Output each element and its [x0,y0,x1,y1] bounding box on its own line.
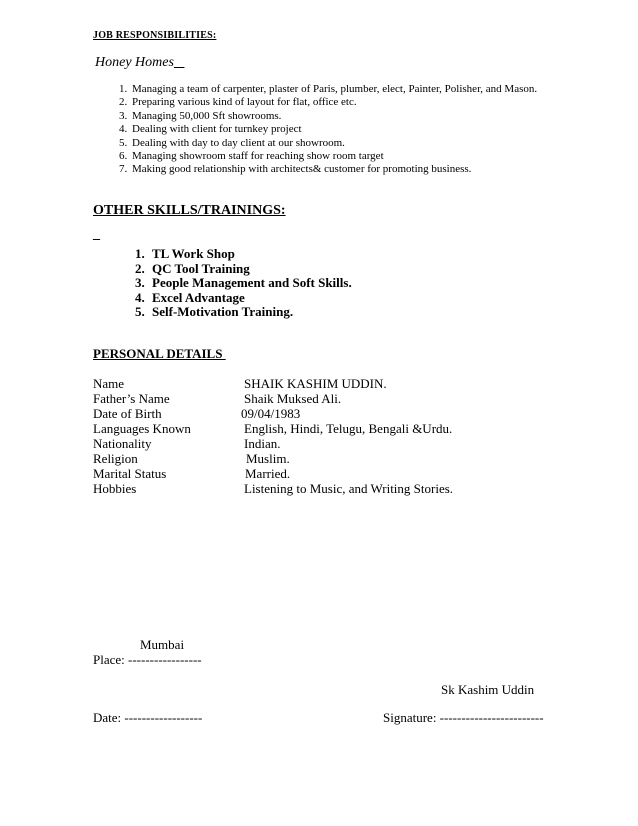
responsibility-item: 6. Managing showroom staff for reaching show room target [130,150,570,163]
personal-label: Hobbies [93,481,137,496]
place-line: Place: ----------------- [93,652,202,667]
responsibility-item: 5. Dealing with day to day client at our showroom. [130,137,570,150]
personal-label: Father’s Name [93,391,170,406]
personal-label: Name [93,376,125,391]
personal-details-text: PERSONAL DETAILS [93,346,223,361]
skill-item: 3. People Management and Soft Skills. [148,276,352,291]
responsibility-item: 4. Dealing with client for turnkey project [130,123,570,136]
personal-label: Date of Birth [93,406,162,421]
skill-item: 1. TL Work Shop [148,247,352,262]
date-line: Date: ------------------ [93,710,203,725]
responsibilities-list [92,83,570,177]
company-name [95,55,184,71]
responsibility-item: 3. Managing 50,000 Sft showrooms. [130,110,570,123]
signatory-name: Sk Kashim Uddin [441,682,535,697]
personal-value: SHAIK KASHIM UDDIN. [244,376,387,391]
responsibility-item: 7. Making good relationship with architects& customer for promoting business. [130,163,570,176]
personal-details-heading [93,346,226,362]
personal-value: English, Hindi, Telugu, Bengali &Urdu. [244,421,453,436]
skills-marker: _ [93,227,100,242]
personal-value: Shaik Muksed Ali. [244,391,342,406]
personal-value: Muslim. [246,451,290,466]
company-underline [174,55,185,70]
skills-list [100,247,352,320]
place-city: Mumbai [140,637,185,652]
responsibility-item: 1. Managing a team of carpenter, plaster of Paris, plumber, elect, Painter, Polisher, and Mason. [130,83,570,96]
personal-label: Marital Status [93,466,167,481]
company-name-text: Honey Homes [95,55,174,70]
responsibility-item: 2. Preparing various kind of layout for flat, office etc. [130,96,570,109]
personal-label: Languages Known [93,421,191,436]
signature-line: Signature: ------------------------ [383,710,544,725]
skill-item: 5. Self-Motivation Training. [148,305,352,320]
personal-value: Married. [245,466,291,481]
job-responsibilities-heading: JOB RESPONSIBILITIES: [93,30,217,41]
personal-value: Listening to Music, and Writing Stories. [244,481,454,496]
personal-value: 09/04/1983 [241,406,301,421]
other-skills-heading: OTHER SKILLS/TRAININGS: [93,203,286,218]
personal-label: Nationality [93,436,152,451]
personal-label: Religion [93,451,138,466]
personal-value: Indian. [244,436,281,451]
skill-item: 2. QC Tool Training [148,262,352,277]
skill-item: 4. Excel Advantage [148,291,352,306]
